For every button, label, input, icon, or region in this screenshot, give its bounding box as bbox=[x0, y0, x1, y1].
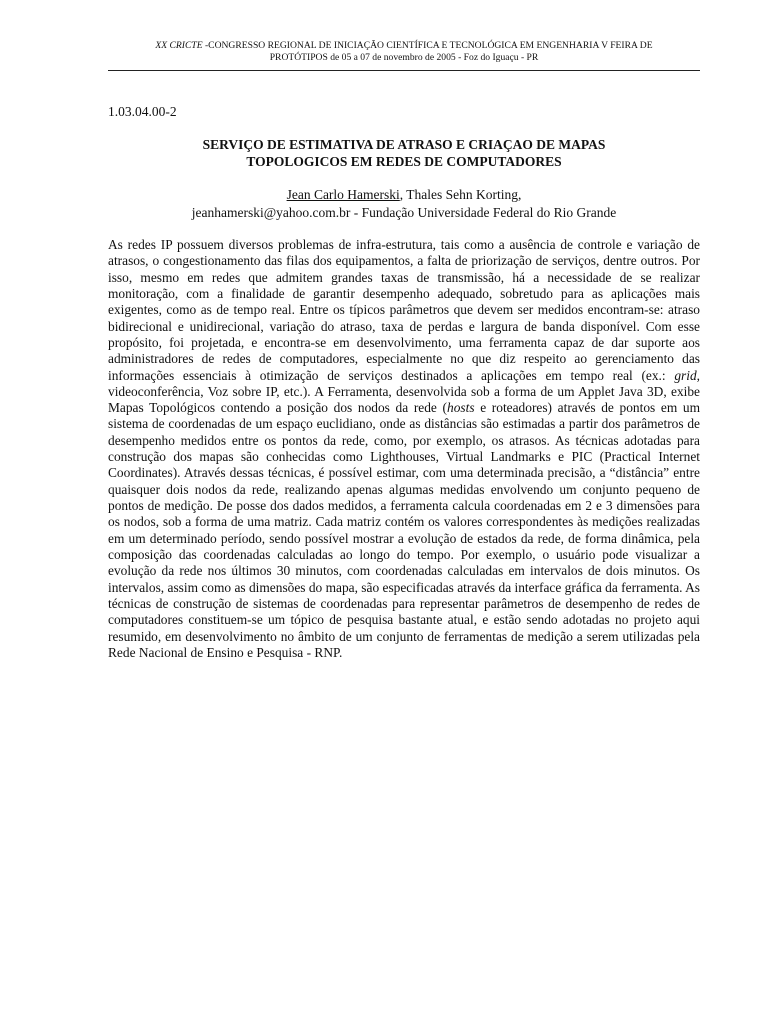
abstract-term-hosts: hosts bbox=[447, 400, 475, 416]
author-line bbox=[108, 186, 700, 204]
paper-code: 1.03.04.00-2 bbox=[108, 104, 177, 119]
abstract-text-part1: As redes IP possuem diversos problemas de infra-estrutura, tais como a ausência de controle e variação de atrasos, o congestionamento das filas dos equipamentos, a falta de priorização de serviços, dentre outros. Por isso, mesmo em redes que admitem grandes taxas de transmissão, há a necessidade de se realizar monitoração, com a finalidade de garantir desempenho adequado, sobretudo para as aplicações mais exigentes, como as de tempo real. Entre os típicos parâmetros que devem ser medidos encontram-se: atraso bidirecional e unidirecional, variação do atraso, taxa de perdas e largura de banda disponível. Com esse propósito, foi projetada, e encontra-se em desenvolvimento, uma ferramenta capaz de dar suporte aos administradores de redes de computadores, especialmente no que diz respeito ao gerenciamento das informações essenciais à otimização de serviços destinados a aplicações em tempo real (ex.: bbox=[108, 237, 700, 383]
abstract-body bbox=[108, 237, 700, 661]
paper-title-line1: SERVIÇO DE ESTIMATIVA DE ATRASO E CRIAÇAO DE MAPAS bbox=[202, 137, 606, 152]
event-name-line1: -CONGRESSO REGIONAL DE INICIAÇÃO CIENTÍFICA E TECNOLÓGICA EM ENGENHARIA V FEIRA DE bbox=[202, 40, 653, 51]
author-block bbox=[108, 186, 700, 221]
abstract-term-grid: grid bbox=[674, 367, 697, 383]
event-name-line2: PROTÓTIPOS de 05 a 07 de novembro de 2005 - Foz do Iguaçu - PR bbox=[269, 52, 539, 63]
event-acronym: XX CRICTE bbox=[155, 40, 203, 51]
abstract-text-part3: e roteadores) através de pontos em um sistema de coordenadas de um espaço euclidiano, onde as distâncias são estimadas a partir dos parâmetros de desempenho medidos entre os pontos da rede, como, por exemplo, os atrasos. As técnicas adotadas para construção dos mapas são conhecidas como Lighthouses, Virtual Landmarks e PIC (Practical Internet Coordinates). Através dessas técnicas, é possível estimar, com uma determinada precisão, a “distância” entre quaisquer dois nodos da rede, realizando apenas algumas medidas envolvendo um conjunto pequeno de pontos de medição. De posse dos dados medidos, a ferramenta calcula coordenadas em 2 e 3 dimensões para os nodos, sob a forma de uma matriz. Cada matriz contém os valores correspondentes às medições realizadas em um determinado período, sendo possível mostrar a evolução de estados da rede, de forma dinâmica, pela composição das coordenadas calculadas ao longo do tempo. Por exemplo, o usuário pode visualizar a evolução da rede nos últimos 30 minutos, com coordenadas calculadas em intervalos de dois minutos. Os intervalos, assim como as dimensões do mapa, são especificadas através da interface gráfica da ferramenta. As técnicas de construção de sistemas de coordenadas para representar parâmetros de desempenho de redes de computadores constituem-se um tópico de pesquisa bastante atual, e estão sendo adotadas no projeto aqui resumido, em desenvolvimento no âmbito de um conjunto de ferramentas de medição a serem utilizadas pela Rede Nacional de Ensino e Pesquisa - RNP. bbox=[108, 400, 701, 660]
abstract-text-part2: , videoconferência, Voz sobre IP, etc.). A Ferramenta, desenvolvida sob a forma de um Applet Java 3D, exibe Mapas Topológicos contendo a posição dos nodos da rede ( bbox=[108, 367, 700, 416]
author-affiliation: jeanhamerski@yahoo.com.br - Fundação Universidade Federal do Rio Grande bbox=[191, 204, 617, 220]
primary-author: Jean Carlo Hamerski bbox=[286, 187, 400, 202]
header-divider bbox=[108, 70, 700, 71]
paper-title bbox=[108, 137, 700, 170]
running-header bbox=[108, 40, 700, 64]
co-authors: , Thales Sehn Korting, bbox=[399, 187, 522, 202]
paper-title-line2: TOPOLOGICOS EM REDES DE COMPUTADORES bbox=[246, 153, 562, 169]
